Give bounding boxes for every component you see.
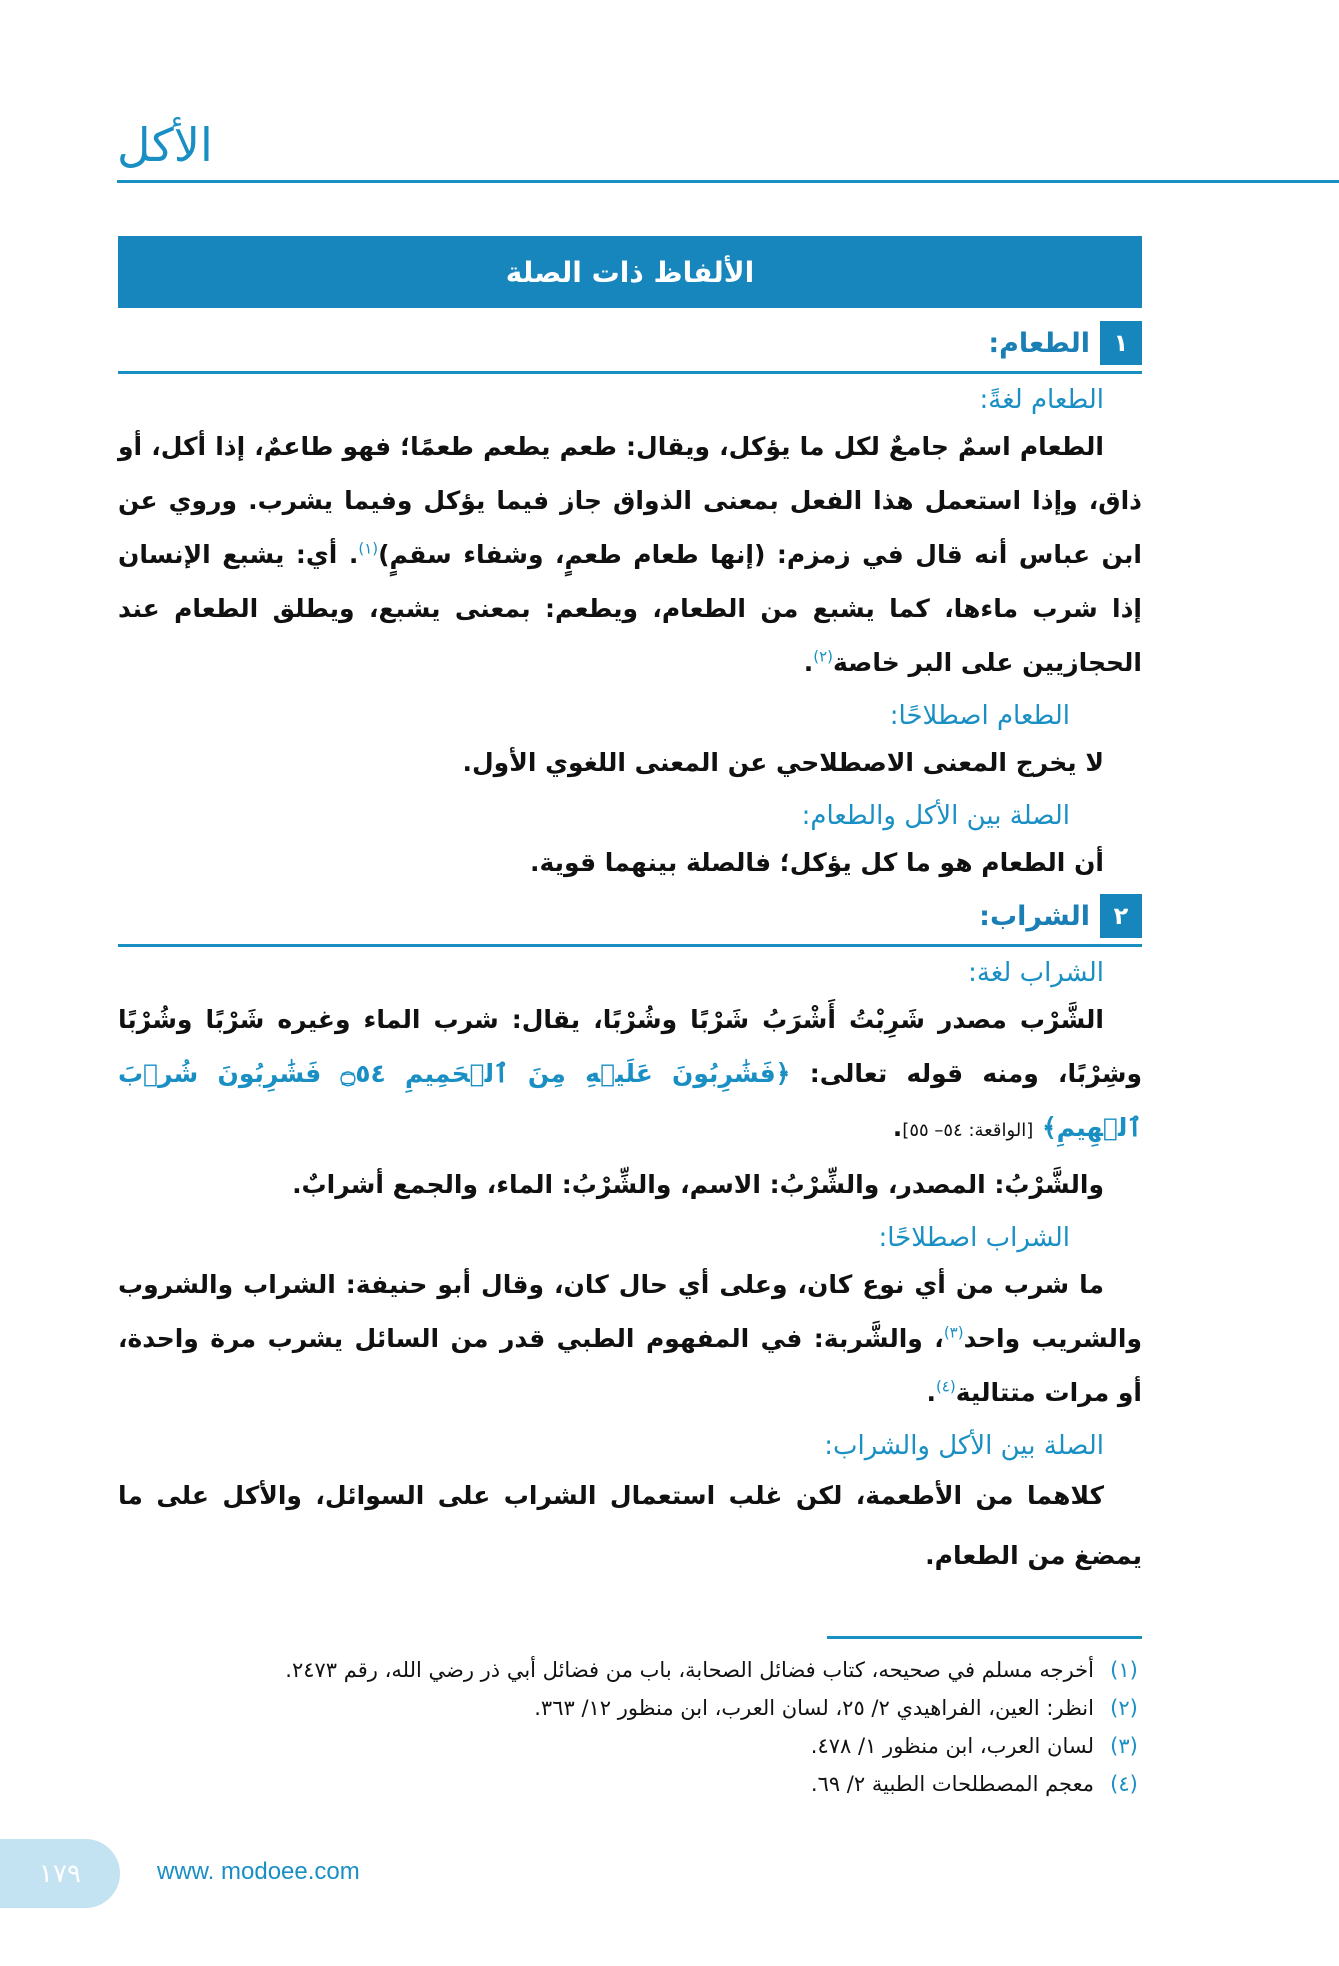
subheading: الشراب اصطلاحًا: [878, 1223, 1070, 1253]
subheading: الطعام لغةً: [979, 385, 1104, 415]
section-rule [118, 371, 1142, 374]
content [118, 0, 1142, 1803]
footnote-number: (٤) [1110, 1772, 1138, 1796]
page-number: ١٧٩ [0, 1839, 120, 1908]
subheading: الشراب لغة: [968, 958, 1104, 988]
section-number: ٢ [1100, 894, 1142, 938]
website-link[interactable]: www. modoee.com [157, 1858, 360, 1885]
text: . أي: يشبع الإنسان إذا شرب ماءها، كما يشبع من الطعام، ويطعم: بمعنى يشبع، ويطلق الطعام عند الحجازيين على البر خاصة [118, 540, 1142, 677]
footnote [118, 1727, 1142, 1765]
footnote-ref[interactable]: (٣) [943, 1323, 964, 1342]
text: . [892, 1113, 903, 1142]
footnotes [118, 1636, 1142, 1803]
footnote-text: لسان العرب، ابن منظور ١/ ٤٧٨. [810, 1734, 1094, 1758]
paragraph: كلاهما من الأطعمة، لكن غلب استعمال الشراب على السوائل، والأكل على ما يمضغ من الطعام. [118, 1481, 1142, 1570]
subheading: الصلة بين الأكل والطعام: [801, 801, 1070, 831]
text: ، والشَّربة: في المفهوم الطبي قدر من السائل يشرب مرة واحدة، أو مرات متتالية [118, 1324, 1142, 1407]
footnote [118, 1651, 1142, 1689]
paragraph [118, 993, 1142, 1158]
verse-reference: [الواقعة: ٥٤– ٥٥] [902, 1120, 1034, 1141]
paragraph: أن الطعام هو ما كل يؤكل؛ فالصلة بينهما قوية. [530, 848, 1104, 877]
paragraph: لا يخرج المعنى الاصطلاحي عن المعنى اللغوي الأول. [462, 748, 1104, 777]
section-heading-food [118, 321, 1142, 365]
text: الطعام اسمٌ جامعٌ لكل ما يؤكل، ويقال: طعم يطعم طعمًا؛ فهو طاعمٌ، إذا أكل، أو ذاق، وإذا استعمل هذا الفعل بمعنى الذواق جاز فيما يؤكل وفيما يشرب. وروي عن ابن عباس أنه قال في زمزم: (إنها طعام طعمٍ، وشفاء سقمٍ) [118, 432, 1142, 569]
text: . [926, 1378, 936, 1407]
section-rule [118, 944, 1142, 947]
text: الشَّرْب مصدر شَرِبْتُ أَشْرَبُ شَرْبًا وشُرْبًا، يقال: شرب الماء وغيره شَرْبًا وشُرْبًا وشِرْبًا، ومنه قوله تعالى: [118, 1005, 1142, 1088]
page-footer [0, 1839, 1339, 1908]
footnote-number: (٢) [1110, 1696, 1138, 1720]
footnote-number: (٣) [1110, 1734, 1138, 1758]
paragraph: والشَّرْبُ: المصدر، والشِّرْبُ: الاسم، والشِّرْبُ: الماء، والجمع أشرابٌ. [292, 1170, 1104, 1199]
chapter-title: الأكل [117, 118, 213, 172]
footnote-text: أخرجه مسلم في صحيحه، كتاب فضائل الصحابة، باب من فضائل أبي ذر رضي الله، رقم ٢٤٧٣. [285, 1658, 1094, 1682]
footnote-rule [827, 1636, 1142, 1639]
section-heading-drink [118, 894, 1142, 938]
section-number: ١ [1100, 321, 1142, 365]
footnote-number: (١) [1110, 1658, 1138, 1682]
quran-verse: ﴿فَشَٰرِبُونَ عَلَيۡهِ مِنَ ٱلۡحَمِيمِ ۝٥٤ فَشَٰرِبُونَ شُرۡبَ ٱلۡهِيمِ﴾ [118, 1059, 1142, 1142]
footnote [118, 1765, 1142, 1803]
footnote-ref[interactable]: (١) [358, 539, 379, 558]
text: . [803, 648, 814, 677]
subheading: الصلة بين الأكل والشراب: [824, 1431, 1104, 1461]
text: ما شرب من أي نوع كان، وعلى أي حال كان، وقال أبو حنيفة: الشراب والشروب والشريب واحد [118, 1270, 1142, 1353]
section-label: الشراب: [979, 900, 1090, 932]
footnote [118, 1689, 1142, 1727]
footnote-ref[interactable]: (٤) [935, 1377, 956, 1396]
paragraph [118, 1258, 1142, 1420]
section-banner: الألفاظ ذات الصلة [118, 236, 1142, 308]
footnote-text: انظر: العين، الفراهيدي ٢/ ٢٥، لسان العرب، ابن منظور ١٢/ ٣٦٣. [534, 1696, 1094, 1720]
subheading: الطعام اصطلاحًا: [889, 701, 1070, 731]
paragraph [118, 420, 1142, 690]
section-label: الطعام: [988, 327, 1090, 359]
footnote-ref[interactable]: (٢) [813, 647, 834, 666]
footnote-text: معجم المصطلحات الطبية ٢/ ٦٩. [810, 1772, 1094, 1796]
